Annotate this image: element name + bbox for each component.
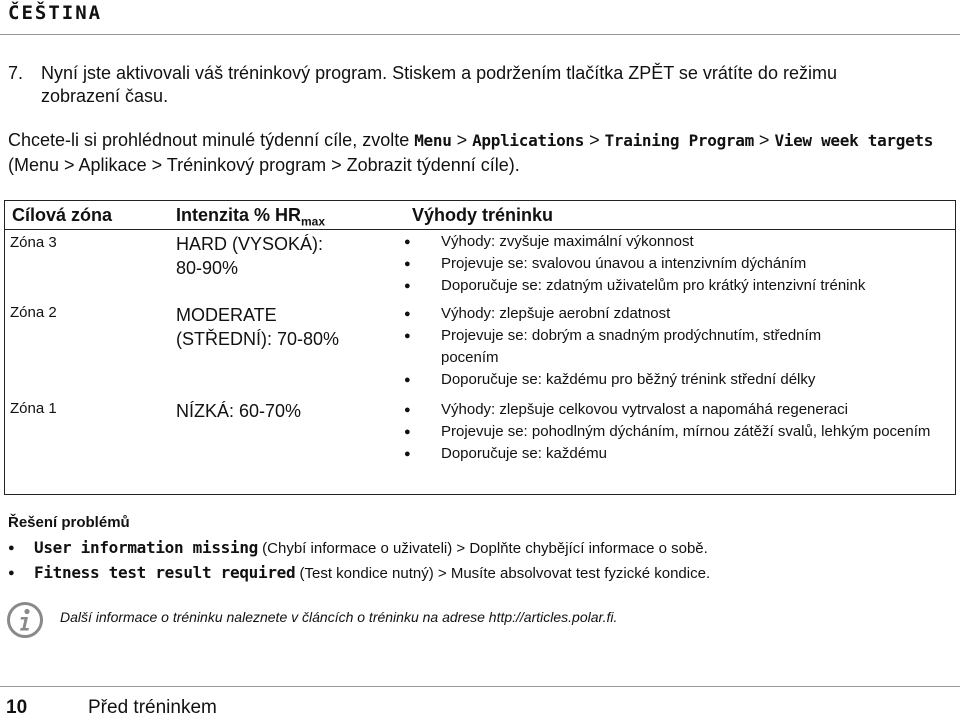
benefit-item: ● Projevuje se: pohodlným dýcháním, mírnou zátěží svalů, lehkým pocením xyxy=(404,421,941,443)
footer-divider xyxy=(0,686,960,687)
menu-path-view-week-targets: View week targets xyxy=(774,131,934,150)
table-header-border xyxy=(4,229,956,230)
intensity-line: 80-90% xyxy=(176,258,239,278)
intensity-line: HARD (VYSOKÁ): xyxy=(176,234,324,254)
step-text-line2: zobrazení času. xyxy=(41,86,169,106)
troubleshooting-title: Řešení problémů xyxy=(8,514,130,531)
header-intensity xyxy=(176,205,325,229)
zone-2-intensity xyxy=(176,303,339,351)
menu-path-applications: Applications xyxy=(472,131,585,150)
troubleshooting-item xyxy=(8,536,928,561)
benefit-item: ● Doporučuje se: každému xyxy=(404,443,934,465)
table-top-border xyxy=(4,200,956,201)
troubleshooting-text: (Chybí informace o uživateli) > Doplňte chybějící informace o sobě. xyxy=(258,540,708,557)
menu-path-training-program: Training Program xyxy=(604,131,754,150)
table-right-border xyxy=(955,200,956,494)
benefit-item: ● Projevuje se: svalovou únavou a intenzivním dýcháním xyxy=(404,253,934,275)
troubleshooting-text: (Test kondice nutný) > Musíte absolvovat test fyzické kondice. xyxy=(295,565,711,582)
benefit-item: ● Doporučuje se: zdatným uživatelům pro krátký intenzivní trénink xyxy=(404,275,934,297)
zone-2-benefits xyxy=(404,303,904,391)
zone-2-label: Zóna 2 xyxy=(10,304,57,321)
zone-3-intensity xyxy=(176,232,323,280)
zone-3-label: Zóna 3 xyxy=(10,234,57,251)
paragraph-suffix: (Menu > Aplikace > Tréninkový program > Zobrazit týdenní cíle). xyxy=(8,155,520,175)
benefit-item: ● Výhody: zlepšuje aerobní zdatnost xyxy=(404,303,904,325)
display-message: User information missing xyxy=(34,538,258,557)
troubleshooting-item xyxy=(8,561,928,586)
intensity-line: (STŘEDNÍ): 70-80% xyxy=(176,329,340,349)
view-targets-paragraph xyxy=(8,128,953,177)
info-icon xyxy=(6,601,44,639)
paragraph-prefix: Chcete-li si prohlédnout minulé týdenní cíle, zvolte xyxy=(8,130,415,150)
benefit-item: ● Výhody: zvyšuje maximální výkonnost xyxy=(404,231,934,253)
zone-3-benefits xyxy=(404,231,934,297)
intensity-line: NÍZKÁ: 60-70% xyxy=(176,401,302,421)
table-bottom-border xyxy=(4,494,956,495)
page-header-title: ČEŠTINA xyxy=(8,2,103,24)
menu-path-menu: Menu xyxy=(414,131,452,150)
header-intensity-label: Intenzita % HR xyxy=(176,205,302,225)
display-message: Fitness test result required xyxy=(34,563,296,582)
path-separator: > xyxy=(451,130,473,150)
step-text-line1: Nyní jste aktivovali váš tréninkový program. Stiskem a podržením tlačítka ZPĚT se vrátíte do režimu xyxy=(41,63,837,83)
step-number: 7. xyxy=(8,63,24,83)
troubleshooting-list xyxy=(8,536,928,586)
table-left-border xyxy=(4,200,5,494)
header-benefits: Výhody tréninku xyxy=(412,205,554,225)
zone-1-label: Zóna 1 xyxy=(10,400,57,417)
section-title: Před tréninkem xyxy=(88,697,217,718)
benefit-item: ● Doporučuje se: každému pro běžný trénink střední délky xyxy=(404,369,904,391)
benefit-item: ● Výhody: zlepšuje celkovou vytrvalost a napomáhá regeneraci xyxy=(404,399,934,421)
page-number: 10 xyxy=(6,697,28,718)
zone-1-benefits xyxy=(404,399,934,465)
path-separator: > xyxy=(753,130,775,150)
header-intensity-sub: max xyxy=(301,214,326,229)
zone-1-intensity xyxy=(176,399,301,423)
header-divider xyxy=(0,34,960,35)
header-zone: Cílová zóna xyxy=(12,205,113,225)
benefit-item: ● Projevuje se: dobrým a snadným prodýchnutím, středním pocením xyxy=(404,325,871,369)
intensity-line: MODERATE xyxy=(176,305,277,325)
path-separator: > xyxy=(584,130,605,150)
info-note: Další informace o tréninku naleznete v článcích o tréninku na adrese http://articles.polar.fi. xyxy=(60,609,618,625)
